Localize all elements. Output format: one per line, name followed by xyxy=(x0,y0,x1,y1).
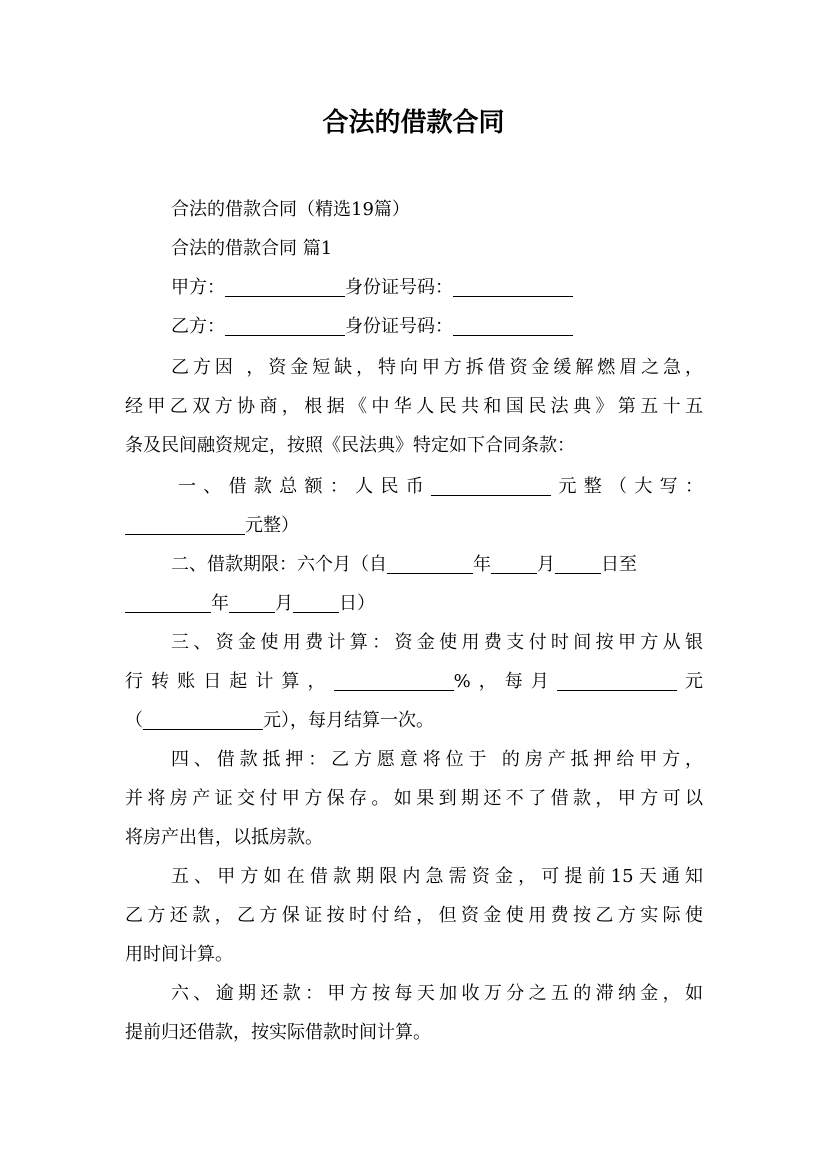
clause-4-line: 并将房产证交付甲方保存。如果到期还不了借款，甲方可以 xyxy=(125,788,703,809)
clause-3-line: （ 元），每月结算一次。 xyxy=(125,701,703,741)
party-b-line: 乙方： 身份证号码： xyxy=(171,307,703,347)
amount-uppercase-blank[interactable] xyxy=(125,510,245,535)
clause-5-line: 五、甲方如在借款期限内急需资金，可提前15天通知 xyxy=(171,866,703,887)
clause-1-line: 一、借款总额：人民币 元整（大写： xyxy=(178,467,703,507)
preamble-line: 乙方因 ，资金短缺，特向甲方拆借资金缓解燃眉之急， xyxy=(171,357,703,378)
clause-6-line: 六、逾期还款：甲方按每天加收万分之五的滞纳金，如 xyxy=(171,983,703,1004)
clause-3-line: 三、资金使用费计算：资金使用费支付时间按甲方从银 xyxy=(171,632,703,653)
end-year-blank[interactable] xyxy=(125,588,211,613)
amount-blank[interactable] xyxy=(431,471,551,496)
preamble-line: 经甲乙双方协商，根据《中华人民共和国民法典》第五十五 xyxy=(125,396,703,417)
clause-2-line: 年 月 日） xyxy=(125,584,703,624)
party-b-name-blank[interactable] xyxy=(225,311,345,336)
subtitle-line: 合法的借款合同（精选19篇） xyxy=(171,199,410,220)
clause-1-line: 元整） xyxy=(125,506,703,546)
clause-4-line: 将房产出售，以抵房款。 xyxy=(125,827,323,848)
start-day-blank[interactable] xyxy=(555,549,601,574)
party-a-id-blank[interactable] xyxy=(453,272,573,297)
monthly-fee-blank[interactable] xyxy=(557,666,677,691)
clause-5-line: 用时间计算。 xyxy=(125,944,233,965)
start-year-blank[interactable] xyxy=(387,549,473,574)
clause-3-line: 行转账日起计算， %，每月 元 xyxy=(125,662,703,702)
section-heading: 合法的借款合同 篇1 xyxy=(171,238,333,259)
document-title: 合法的借款合同 xyxy=(322,108,505,138)
clause-2-line: 二、借款期限：六个月（自 年 月 日至 xyxy=(171,545,703,585)
monthly-fee-uppercase-blank[interactable] xyxy=(143,705,263,730)
preamble-line: 条及民间融资规定，按照《民法典》特定如下合同条款： xyxy=(125,435,575,456)
start-month-blank[interactable] xyxy=(491,549,537,574)
rate-blank[interactable] xyxy=(334,666,454,691)
clause-6-line: 提前归还借款，按实际借款时间计算。 xyxy=(125,1022,431,1043)
clause-5-line: 乙方还款，乙方保证按时付给，但资金使用费按乙方实际使 xyxy=(125,905,703,926)
end-month-blank[interactable] xyxy=(229,588,275,613)
party-b-id-blank[interactable] xyxy=(453,311,573,336)
party-a-name-blank[interactable] xyxy=(225,272,345,297)
party-a-line: 甲方： 身份证号码： xyxy=(171,268,703,308)
end-day-blank[interactable] xyxy=(293,588,339,613)
clause-4-line: 四、借款抵押：乙方愿意将位于 的房产抵押给甲方， xyxy=(171,749,703,770)
